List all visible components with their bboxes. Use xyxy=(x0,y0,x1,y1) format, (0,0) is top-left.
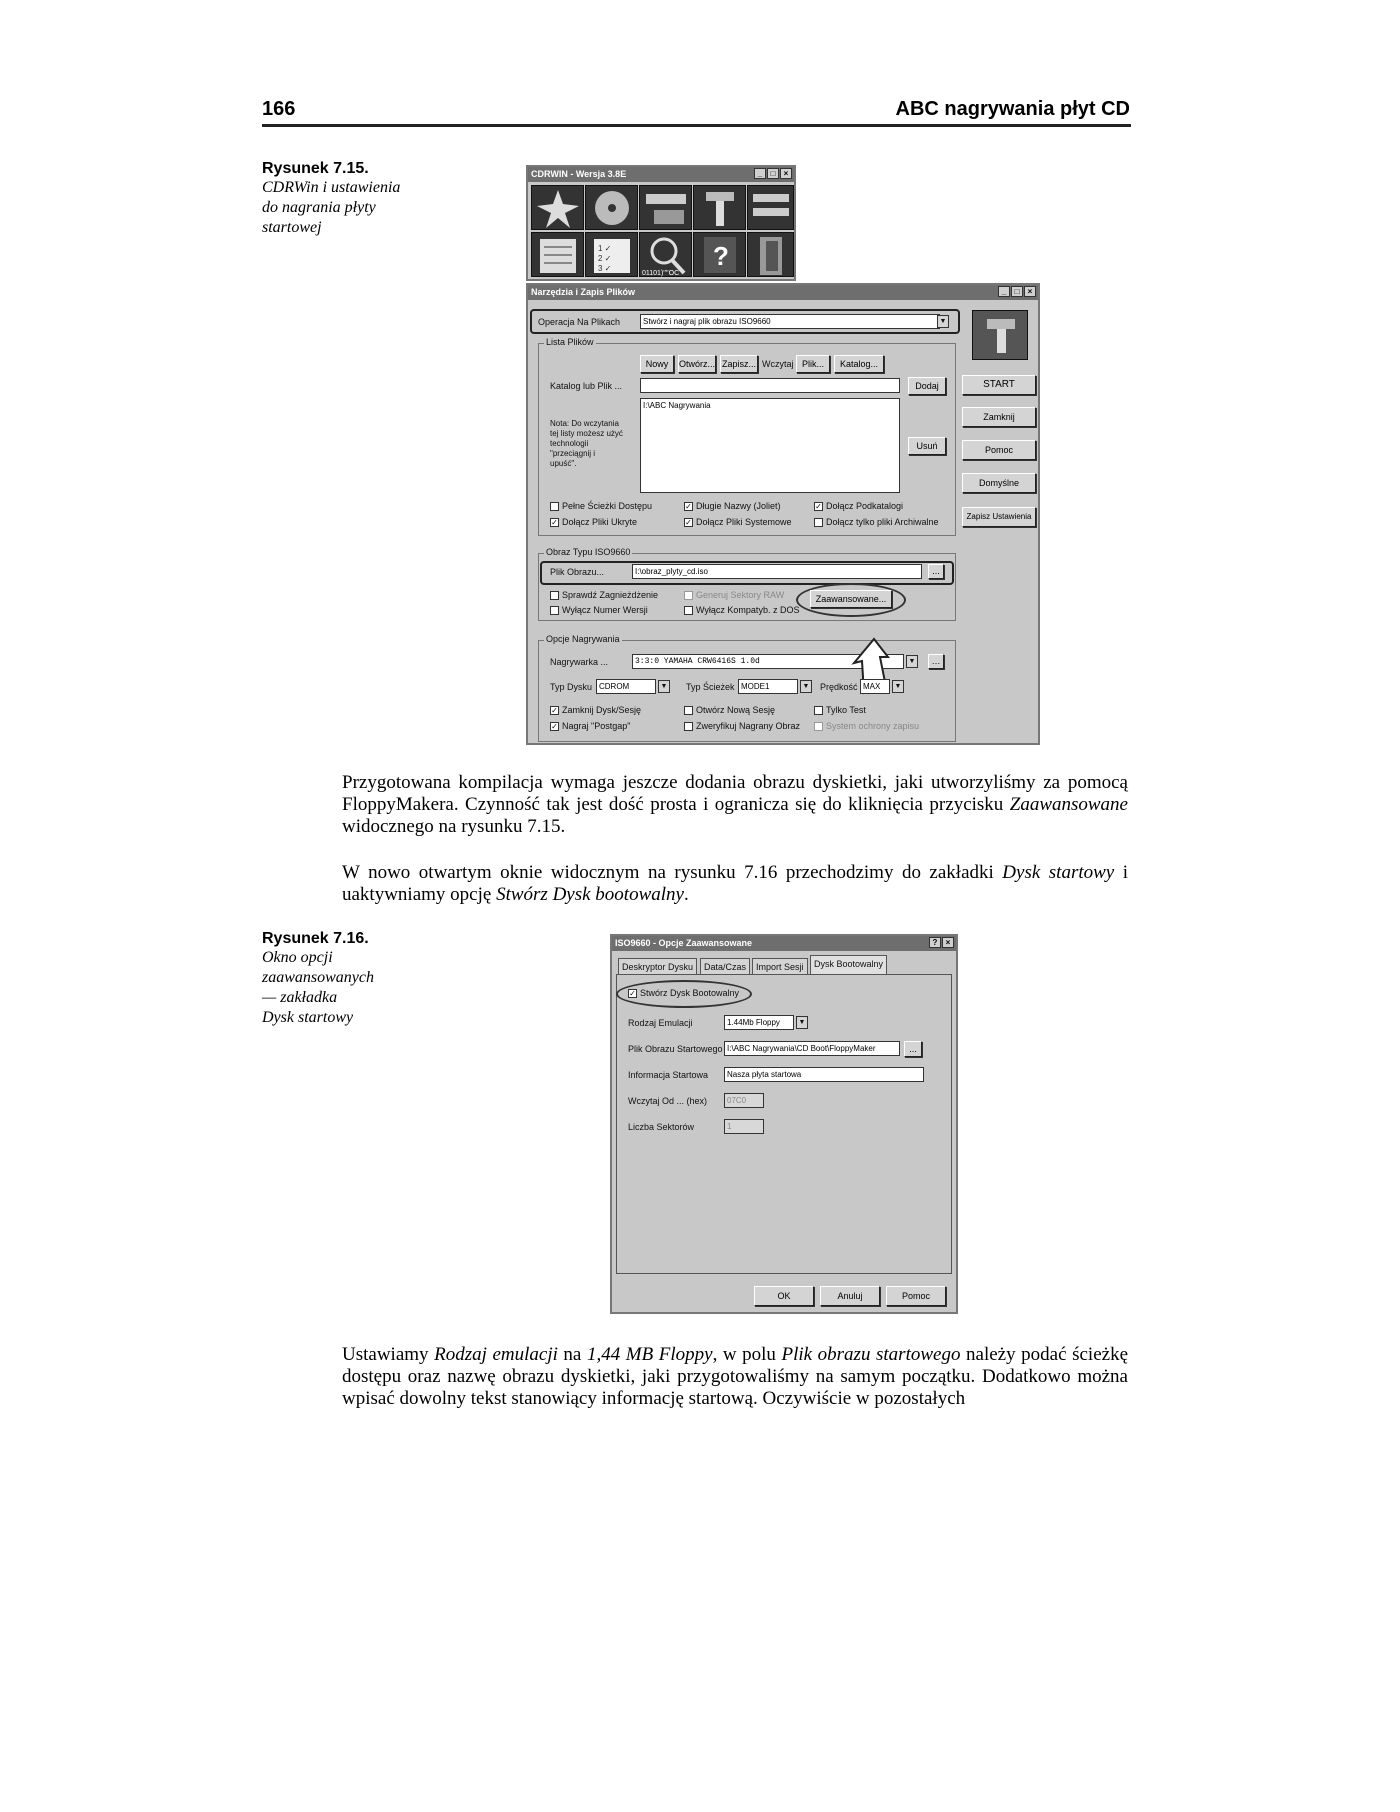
checkbox-label: Zweryfikuj Nagrany Obraz xyxy=(696,721,801,731)
checkbox-box[interactable] xyxy=(814,706,823,715)
svg-text:1 ✓: 1 ✓ xyxy=(598,244,612,253)
caption-line: startowej xyxy=(262,219,322,236)
defaults-button[interactable]: Domyślne xyxy=(962,473,1036,493)
note-line: upuść". xyxy=(550,459,577,468)
browse-button[interactable]: ... xyxy=(928,564,944,579)
text-run: , w polu xyxy=(712,1344,782,1365)
maximize-icon[interactable]: □ xyxy=(1011,286,1023,297)
checkbox-label: Otwórz Nową Sesję xyxy=(696,705,776,715)
text-run: należy podać ścieżkę dostępu oraz nazwę obrazu dyskietki, jaki przygotowaliśmy na samym początku. Dodatkowo można wpisać dowolny tekst stanowiący informację startową. Oczywiście w pozostałych xyxy=(342,1344,1128,1409)
figure-caption-7-15 xyxy=(262,160,432,238)
emulation-type-select[interactable]: 1.44Mb Floppy xyxy=(724,1015,794,1030)
chevron-down-icon[interactable]: ▼ xyxy=(937,315,949,328)
track-type-label: Typ Ścieżek xyxy=(686,682,735,692)
test-only-checkbox[interactable] xyxy=(814,705,866,716)
help-icon[interactable] xyxy=(693,232,746,277)
checkbox-label: Dołącz tylko pliki Archiwalne xyxy=(826,517,939,527)
folder-or-file-input[interactable] xyxy=(640,378,900,393)
checkbox-label: Dołącz Pliki Ukryte xyxy=(562,517,638,527)
burn-icon[interactable] xyxy=(531,185,584,230)
check-nesting-checkbox[interactable] xyxy=(550,590,658,601)
list-icon[interactable] xyxy=(585,232,638,277)
caption-line: Okno opcji xyxy=(262,949,333,966)
checkbox-box[interactable] xyxy=(684,722,693,731)
checkbox-box[interactable] xyxy=(814,722,823,731)
checkbox-label: Sprawdź Zagnieżdżenie xyxy=(562,590,659,600)
text-run: Przygotowana kompilacja wymaga jeszcze dodania obrazu dyskietki, jaki utworzyliśmy za pomocą FloppyMakera. Czynność tak jest dość prosta i ogranicza się do kliknięcia przycisku xyxy=(342,772,1128,815)
checkbox-box[interactable] xyxy=(684,591,693,600)
iso-dialog-title: ISO9660 - Opcje Zaawansowane xyxy=(615,938,753,948)
checkbox-box[interactable] xyxy=(684,706,693,715)
checkbox-label: Generuj Sektory RAW xyxy=(696,590,785,600)
maximize-icon[interactable]: □ xyxy=(767,168,779,179)
group-label: Opcje Nagrywania xyxy=(546,634,620,644)
checklist-icon[interactable] xyxy=(531,232,584,277)
chevron-down-icon[interactable]: ▼ xyxy=(906,655,918,668)
close-icon[interactable]: × xyxy=(1024,286,1036,297)
list-item[interactable]: I:\ABC Nagrywania xyxy=(643,401,711,410)
minimize-icon[interactable]: _ xyxy=(998,286,1010,297)
write-protection-checkbox[interactable] xyxy=(814,721,919,732)
italic-run: Rodzaj emulacji xyxy=(434,1344,558,1365)
generate-raw-checkbox[interactable] xyxy=(684,590,784,601)
boot-info-input[interactable]: Nasza płyta startowa xyxy=(724,1067,924,1082)
checkbox-box[interactable] xyxy=(684,606,693,615)
help-question-icon[interactable]: ? xyxy=(929,937,941,948)
checkbox-label: Nagraj "Postgap" xyxy=(562,721,631,731)
tools-wrench-icon xyxy=(972,310,1028,360)
text-run: Ustawiamy xyxy=(342,1344,435,1365)
add-button[interactable]: Dodaj xyxy=(908,377,946,395)
iso-advanced-dialog xyxy=(610,934,958,1314)
search-disc-icon[interactable] xyxy=(639,232,692,277)
load-label: Wczytaj xyxy=(762,359,794,369)
figure-label: Rysunek 7.15. xyxy=(262,160,369,177)
checkbox-label: Wyłącz Numer Wersji xyxy=(562,605,648,615)
dialog-titlebar xyxy=(528,285,1038,300)
help-button[interactable]: Pomoc xyxy=(886,1286,946,1306)
tools-dialog xyxy=(526,283,1040,745)
start-button[interactable]: START xyxy=(962,375,1036,395)
wrench-icon[interactable] xyxy=(693,185,746,230)
text-run: W nowo otwartym oknie widocznym na rysunku 7.16 przechodzimy do zakładki xyxy=(342,862,1003,883)
disc-type-label: Typ Dysku xyxy=(550,682,593,692)
running-title: ABC nagrywania płyt CD xyxy=(895,98,1130,120)
checkbox-box[interactable]: ✓ xyxy=(551,722,558,732)
checkbox-label: Wyłącz Kompatyb. z DOS xyxy=(696,605,800,615)
checkbox-label: Dołącz Podkatalogi xyxy=(826,501,904,511)
checkbox-box[interactable]: ✓ xyxy=(685,518,692,528)
load-segment-input[interactable]: 07C0 xyxy=(724,1093,764,1108)
caption-line: do nagrania płyty xyxy=(262,199,376,216)
italic-run: Plik obrazu startowego xyxy=(781,1344,961,1365)
disc-type-select[interactable]: CDROM xyxy=(596,679,656,694)
caption-line: zaawansowanych xyxy=(262,969,374,986)
close-icon[interactable]: × xyxy=(942,937,954,948)
caption-line: CDRWin i ustawienia xyxy=(262,179,401,196)
paragraph-2 xyxy=(342,862,1128,906)
cdrwin-window xyxy=(526,165,796,281)
status-text: 01101)''''OC xyxy=(642,270,680,277)
caption-line: — zakładka xyxy=(262,989,338,1006)
hidden-files-checkbox[interactable] xyxy=(550,517,637,528)
checkbox-box[interactable] xyxy=(550,591,559,600)
folder-button[interactable]: Katalog... xyxy=(834,355,884,373)
checkbox-label: Dołącz Pliki Systemowe xyxy=(696,517,792,527)
verify-image-checkbox[interactable] xyxy=(684,721,800,732)
boot-image-browse-button[interactable]: ... xyxy=(904,1041,922,1057)
svg-text:?: ? xyxy=(713,241,729,271)
page-number: 166 xyxy=(262,98,296,120)
close-button[interactable]: Zamknij xyxy=(962,407,1036,427)
emulation-type-label: Rodzaj Emulacji xyxy=(628,1018,693,1028)
checkbox-box[interactable] xyxy=(550,606,559,615)
sector-count-input[interactable]: 1 xyxy=(724,1119,764,1134)
group-label: Lista Plików xyxy=(546,337,594,347)
help-button[interactable]: Pomoc xyxy=(962,440,1036,460)
system-files-checkbox[interactable] xyxy=(684,517,792,528)
remove-button[interactable]: Usuń xyxy=(908,437,946,455)
tools-icon[interactable] xyxy=(639,185,692,230)
operation-label: Operacja Na Plikach xyxy=(538,317,621,327)
checkbox-label: System ochrony zapisu xyxy=(826,721,920,731)
caption-line: Dysk startowy xyxy=(262,1009,354,1026)
checkbox-box[interactable]: ✓ xyxy=(815,502,822,512)
figure-caption-7-16 xyxy=(262,930,432,1028)
figure-label: Rysunek 7.16. xyxy=(262,930,369,947)
checkbox-box[interactable]: ✓ xyxy=(551,706,558,716)
create-bootable-checkbox[interactable] xyxy=(628,988,739,999)
checkbox-box[interactable]: ✓ xyxy=(629,989,636,999)
text-run: widocznego na rysunku 7.15. xyxy=(342,816,566,837)
file-button[interactable]: Plik... xyxy=(796,355,830,373)
save-button[interactable]: Zapisz... xyxy=(720,355,758,373)
checkbox-label: Zamknij Dysk/Sesję xyxy=(562,705,642,715)
svg-text:3 ✓: 3 ✓ xyxy=(598,264,612,273)
boot-image-input[interactable]: I:\ABC Nagrywania\CD Boot\FloppyMaker xyxy=(724,1041,900,1056)
checkbox-box[interactable]: ✓ xyxy=(551,518,558,528)
tab-date-time[interactable]: Data/Czas xyxy=(700,958,750,975)
note-line: technologii xyxy=(550,439,589,448)
cancel-button[interactable]: Anuluj xyxy=(820,1286,880,1306)
svg-text:2 ✓: 2 ✓ xyxy=(598,254,612,263)
text-run: i uaktywniamy opcję xyxy=(342,862,1129,905)
tab-disc-descriptor[interactable]: Deskryptor Dysku xyxy=(618,958,697,975)
group-label: Obraz Typu ISO9660 xyxy=(546,547,631,557)
layout-icon[interactable] xyxy=(747,185,794,230)
checkbox-label: Stwórz Dysk Bootowalny xyxy=(640,988,740,998)
note-line: tej listy możesz użyć xyxy=(550,429,623,438)
italic-run: 1,44 MB Floppy xyxy=(586,1344,713,1365)
ok-button[interactable]: OK xyxy=(754,1286,814,1306)
tab-import-session[interactable]: Import Sesji xyxy=(752,958,808,975)
recorder-browse-button[interactable]: … xyxy=(928,654,944,669)
minimize-icon[interactable]: _ xyxy=(754,168,766,179)
checkbox-box[interactable]: ✓ xyxy=(685,502,692,512)
sector-count-label: Liczba Sektorów xyxy=(628,1122,695,1132)
operation-select[interactable]: Stwórz i nagraj plik obrazu ISO9660 xyxy=(640,314,940,329)
dialog-title: Narzędzia i Zapis Plików xyxy=(531,287,636,297)
checkbox-label: Tylko Test xyxy=(826,705,866,715)
postgap-checkbox[interactable] xyxy=(550,721,630,732)
new-button[interactable]: Nowy xyxy=(640,355,674,373)
checkbox-box[interactable] xyxy=(814,518,823,527)
iso-titlebar xyxy=(612,936,956,951)
recorder-label: Nagrywarka ... xyxy=(550,657,609,667)
include-subfolders-checkbox[interactable] xyxy=(814,501,903,512)
chevron-down-icon[interactable]: ▼ xyxy=(796,1016,808,1029)
paragraph-1 xyxy=(342,772,1128,838)
chevron-down-icon[interactable]: ▼ xyxy=(800,680,812,693)
chevron-down-icon[interactable]: ▼ xyxy=(658,680,670,693)
note-line: "przeciągnij i xyxy=(550,449,596,458)
save-settings-button[interactable]: Zapisz Ustawienia xyxy=(962,507,1036,527)
italic-run: Stwórz Dysk bootowalny xyxy=(496,884,684,905)
open-button[interactable]: Otwórz... xyxy=(678,355,716,373)
recorder-select[interactable]: 3:3:0 YAMAHA CRW6416S 1.0d xyxy=(632,654,904,669)
speed-label: Prędkość xyxy=(820,682,858,692)
file-list-box[interactable] xyxy=(640,398,900,493)
checkbox-label: Pełne Ścieżki Dostępu xyxy=(562,501,653,511)
paragraph-3 xyxy=(342,1344,1128,1410)
close-icon[interactable]: × xyxy=(780,168,792,179)
drag-drop-note xyxy=(550,419,623,469)
advanced-button[interactable]: Zaawansowane... xyxy=(810,590,892,608)
disable-dos-checkbox[interactable] xyxy=(684,605,799,616)
speed-select[interactable]: MAX xyxy=(860,679,890,694)
note-line: Nota: Do wczytania xyxy=(550,419,619,428)
chevron-down-icon[interactable]: ▼ xyxy=(892,680,904,693)
load-segment-label: Wczytaj Od ... (hex) xyxy=(628,1096,708,1106)
boot-info-label: Informacja Startowa xyxy=(628,1070,709,1080)
full-paths-checkbox[interactable] xyxy=(550,501,652,512)
boot-image-label: Plik Obrazu Startowego xyxy=(628,1044,723,1054)
italic-run: Zaawansowane xyxy=(1009,794,1128,815)
image-file-input[interactable]: I:\obraz_plyty_cd.iso xyxy=(632,564,922,579)
tab-bootable-disc[interactable]: Dysk Bootowalny xyxy=(810,955,887,975)
checkbox-box[interactable] xyxy=(550,502,559,511)
disable-version-checkbox[interactable] xyxy=(550,605,648,616)
italic-run: Dysk startowy xyxy=(1002,862,1115,883)
header-rule xyxy=(262,124,1131,127)
exit-door-icon[interactable] xyxy=(747,232,794,277)
cdrwin-titlebar xyxy=(528,167,794,182)
text-run: . xyxy=(683,884,689,905)
text-run: na xyxy=(557,1344,587,1365)
long-names-checkbox[interactable] xyxy=(684,501,781,512)
open-session-checkbox[interactable] xyxy=(684,705,775,716)
archive-only-checkbox[interactable] xyxy=(814,517,939,528)
checkbox-label: Długie Nazwy (Joliet) xyxy=(696,501,781,511)
folder-or-file-label: Katalog lub Plik ... xyxy=(550,381,623,391)
track-type-select[interactable]: MODE1 xyxy=(738,679,798,694)
close-disc-checkbox[interactable] xyxy=(550,705,641,716)
window-title: CDRWIN - Wersja 3.8E xyxy=(531,169,627,179)
disc-icon[interactable] xyxy=(585,185,638,230)
image-file-label: Plik Obrazu... xyxy=(550,567,605,577)
